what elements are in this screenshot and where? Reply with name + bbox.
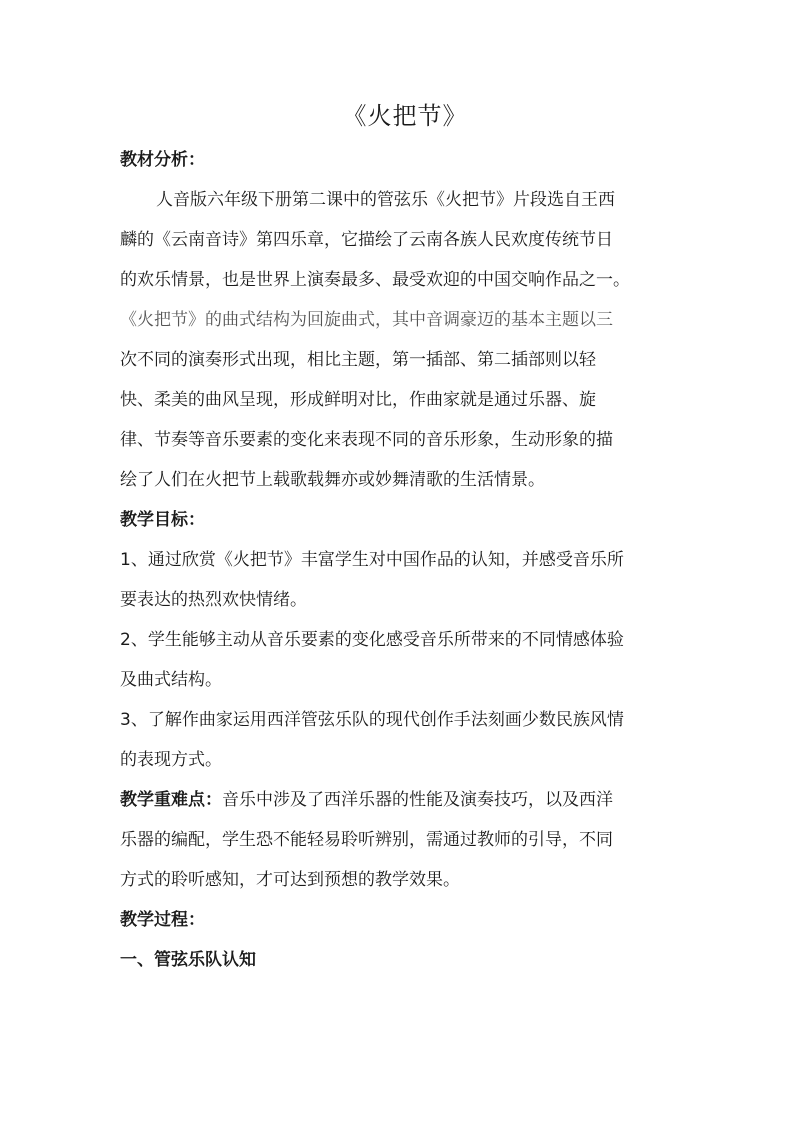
- analysis-line: 《火把节》的曲式结构为回旋曲式，其中音调豪迈的基本主题以三: [120, 310, 613, 330]
- difficulty-line: 乐器的编配，学生恐不能轻易聆听辨别，需通过教师的引导，不同: [120, 830, 613, 850]
- goal-item-3: [120, 703, 690, 777]
- document-title: 《火把节》: [342, 102, 468, 130]
- goal-line: 1、通过欣赏《火把节》丰富学生对中国作品的认知，并感受音乐所: [120, 550, 624, 570]
- difficulty-label: 教学重难点：: [120, 790, 222, 810]
- goals-heading: 教学目标：: [120, 510, 205, 530]
- analysis-line: 快、柔美的曲风呈现，形成鲜明对比，作曲家就是通过乐器、旋: [120, 390, 596, 410]
- goal-line: 3、了解作曲家运用西洋管弦乐队的现代创作手法刻画少数民族风情: [120, 710, 624, 730]
- goal-line: 及曲式结构。: [120, 670, 222, 690]
- goal-line: 要表达的热烈欢快情绪。: [120, 590, 307, 610]
- difficulty-line: 方式的聆听感知，才可达到预想的教学效果。: [120, 870, 460, 890]
- goal-item-2: [120, 623, 690, 697]
- analysis-line: 绘了人们在火把节上载歌载舞亦或妙舞清歌的生活情景。: [120, 470, 545, 490]
- goal-line: 的表现方式。: [120, 750, 222, 770]
- analysis-line: 麟的《云南音诗》第四乐章，它描绘了云南各族人民欢度传统节日: [120, 230, 613, 250]
- analysis-line: 次不同的演奏形式出现，相比主题，第一插部、第二插部则以轻: [120, 350, 596, 370]
- analysis-line: 律、节奏等音乐要素的变化来表现不同的音乐形象，生动形象的描: [120, 430, 613, 450]
- process-subheading: 一、管弦乐队认知: [120, 950, 256, 970]
- difficulty-text: 音乐中涉及了西洋乐器的性能及演奏技巧，以及西洋: [222, 790, 613, 810]
- analysis-line: 的欢乐情景，也是世界上演奏最多、最受欢迎的中国交响作品之一。: [120, 270, 630, 290]
- difficulty-paragraph: [120, 783, 690, 897]
- difficulty-line: [120, 783, 690, 817]
- analysis-paragraph: [120, 183, 690, 497]
- analysis-line: 人音版六年级下册第二课中的管弦乐《火把节》片段选自王西: [156, 190, 615, 210]
- goal-item-1: [120, 543, 690, 617]
- analysis-heading: 教材分析：: [120, 150, 205, 170]
- goal-line: 2、学生能够主动从音乐要素的变化感受音乐所带来的不同情感体验: [120, 630, 624, 650]
- process-heading: 教学过程：: [120, 910, 205, 930]
- document-page: [120, 95, 690, 983]
